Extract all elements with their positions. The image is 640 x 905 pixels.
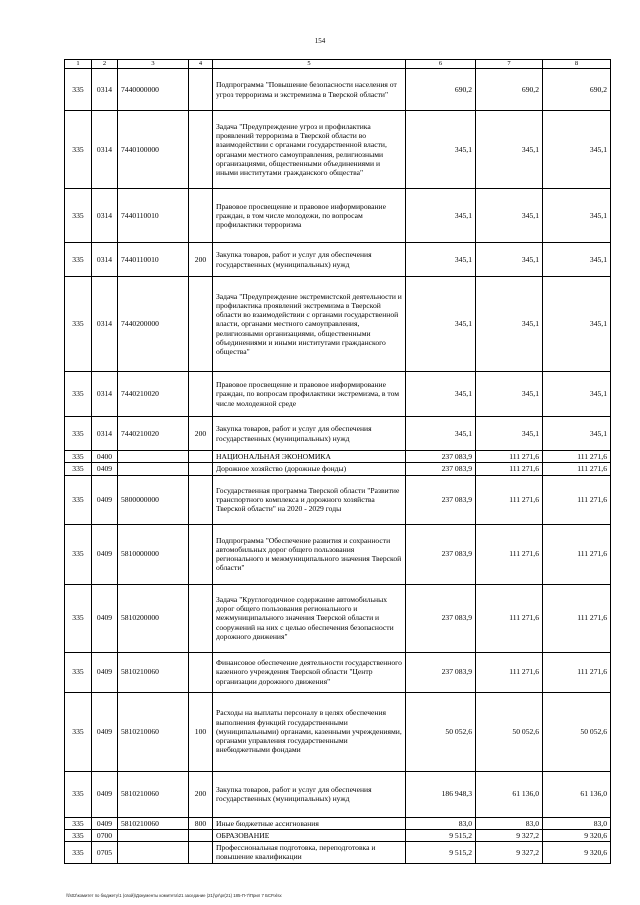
amount-col8-cell: 111 271,6 — [543, 652, 611, 692]
amount-col7-cell: 111 271,6 — [476, 451, 543, 463]
amount-col6-cell: 345,1 — [406, 243, 476, 277]
amount-col7-cell: 83,0 — [476, 817, 543, 829]
description-cell: Государственная программа Тверской области "Развитие транспортного комплекса и дорожного хозяйства Тверской области" на 2020 - 2029 годы — [213, 475, 406, 524]
target-article-cell: 5810210060 — [118, 817, 189, 829]
subsection-code-cell: 0314 — [92, 69, 118, 111]
amount-col7-cell: 111 271,6 — [476, 463, 543, 475]
table-row — [65, 463, 611, 475]
table-row — [65, 69, 611, 111]
expense-type-cell — [189, 524, 213, 584]
amount-col7-cell: 50 052,6 — [476, 692, 543, 771]
subsection-code-cell: 0314 — [92, 417, 118, 451]
amount-col6-cell: 237 083,9 — [406, 475, 476, 524]
description-cell: Задача "Предупреждение угроз и профилактика проявлений терроризма в Тверской области во взаимодействии с органами государственной власти, органами местного самоуправления, религиозными организациями, общественными объединениями и иными институтами гражданского общества" — [213, 111, 406, 189]
budget-table — [64, 59, 611, 864]
amount-col7-cell: 690,2 — [476, 69, 543, 111]
amount-col8-cell: 345,1 — [543, 111, 611, 189]
amount-col7-cell: 345,1 — [476, 111, 543, 189]
description-cell: ОБРАЗОВАНИЕ — [213, 829, 406, 841]
expense-type-cell — [189, 842, 213, 864]
subsection-code-cell: 0409 — [92, 463, 118, 475]
section-code-cell: 335 — [65, 842, 92, 864]
expense-type-cell — [189, 277, 213, 372]
amount-col8-cell: 111 271,6 — [543, 584, 611, 652]
amount-col7-cell: 111 271,6 — [476, 524, 543, 584]
expense-type-cell: 200 — [189, 243, 213, 277]
amount-col8-cell: 50 052,6 — [543, 692, 611, 771]
amount-col8-cell: 111 271,6 — [543, 524, 611, 584]
amount-col7-cell: 345,1 — [476, 372, 543, 417]
target-article-cell: 5810000000 — [118, 524, 189, 584]
header-cell: 1 — [65, 60, 92, 69]
amount-col7-cell: 9 327,2 — [476, 829, 543, 841]
expense-type-cell: 800 — [189, 817, 213, 829]
subsection-code-cell: 0314 — [92, 372, 118, 417]
description-cell: Расходы на выплаты персоналу в целях обеспечения выполнения функций государственными (муниципальными) органами, казенными учреждениями, органами управления государственными внебюджетными фондами — [213, 692, 406, 771]
section-code-cell: 335 — [65, 771, 92, 817]
expense-type-cell — [189, 372, 213, 417]
description-cell: НАЦИОНАЛЬНАЯ ЭКОНОМИКА — [213, 451, 406, 463]
description-cell: Подпрограмма "Обеспечение развития и сохранности автомобильных дорог общего пользования регионального и межмуниципального значения Тверской области" — [213, 524, 406, 584]
subsection-code-cell: 0314 — [92, 189, 118, 243]
section-code-cell: 335 — [65, 243, 92, 277]
target-article-cell: 7440110010 — [118, 189, 189, 243]
header-cell: 7 — [476, 60, 543, 69]
description-cell: Правовое просвещение и правовое информирование граждан, по вопросам профилактики экстремизма, в том числе молодежной среде — [213, 372, 406, 417]
amount-col6-cell: 237 083,9 — [406, 584, 476, 652]
amount-col7-cell: 345,1 — [476, 189, 543, 243]
expense-type-cell — [189, 475, 213, 524]
expense-type-cell — [189, 463, 213, 475]
header-cell: 4 — [189, 60, 213, 69]
section-code-cell: 335 — [65, 475, 92, 524]
amount-col8-cell: 690,2 — [543, 69, 611, 111]
section-code-cell: 335 — [65, 372, 92, 417]
expense-type-cell: 100 — [189, 692, 213, 771]
subsection-code-cell: 0400 — [92, 451, 118, 463]
amount-col6-cell: 345,1 — [406, 189, 476, 243]
table-row — [65, 524, 611, 584]
description-cell: Иные бюджетные ассигнования — [213, 817, 406, 829]
amount-col8-cell: 9 320,6 — [543, 842, 611, 864]
amount-col8-cell: 83,0 — [543, 817, 611, 829]
table-row — [65, 771, 611, 817]
amount-col8-cell: 345,1 — [543, 277, 611, 372]
section-code-cell: 335 — [65, 277, 92, 372]
subsection-code-cell: 0409 — [92, 817, 118, 829]
subsection-code-cell: 0409 — [92, 475, 118, 524]
target-article-cell — [118, 463, 189, 475]
amount-col8-cell: 111 271,6 — [543, 475, 611, 524]
description-cell: Закупка товаров, работ и услуг для обеспечения государственных (муниципальных) нужд — [213, 417, 406, 451]
section-code-cell: 335 — [65, 463, 92, 475]
header-cell: 6 — [406, 60, 476, 69]
amount-col8-cell: 345,1 — [543, 243, 611, 277]
table-row — [65, 692, 611, 771]
section-code-cell: 335 — [65, 189, 92, 243]
section-code-cell: 335 — [65, 817, 92, 829]
target-article-cell: 5810210060 — [118, 692, 189, 771]
description-cell: Профессиональная подготовка, переподготовка и повышение квалификации — [213, 842, 406, 864]
subsection-code-cell: 0314 — [92, 277, 118, 372]
target-article-cell: 5810210060 — [118, 652, 189, 692]
amount-col6-cell: 345,1 — [406, 372, 476, 417]
section-code-cell: 335 — [65, 111, 92, 189]
page-number: 154 — [314, 37, 326, 45]
amount-col7-cell: 345,1 — [476, 243, 543, 277]
header-cell: 3 — [118, 60, 189, 69]
amount-col6-cell: 237 083,9 — [406, 652, 476, 692]
file-path-footer: \\fs02\комитет по бюджету\1 (свой)\Документы комитета\21 заседание (21)\pr\pr(21) 185-П-7\Прил 7 БСР.xlsx — [66, 893, 282, 898]
amount-col6-cell: 9 515,2 — [406, 829, 476, 841]
section-code-cell: 335 — [65, 829, 92, 841]
expense-type-cell — [189, 111, 213, 189]
table-row — [65, 243, 611, 277]
amount-col6-cell: 237 083,9 — [406, 451, 476, 463]
section-code-cell: 335 — [65, 451, 92, 463]
target-article-cell: 7440100000 — [118, 111, 189, 189]
target-article-cell: 5810200000 — [118, 584, 189, 652]
amount-col8-cell: 345,1 — [543, 372, 611, 417]
section-code-cell: 335 — [65, 69, 92, 111]
subsection-code-cell: 0409 — [92, 524, 118, 584]
table-row — [65, 451, 611, 463]
amount-col8-cell: 61 136,0 — [543, 771, 611, 817]
amount-col8-cell: 111 271,6 — [543, 463, 611, 475]
table-row — [65, 417, 611, 451]
subsection-code-cell: 0409 — [92, 692, 118, 771]
table-row — [65, 817, 611, 829]
expense-type-cell: 200 — [189, 771, 213, 817]
amount-col6-cell: 83,0 — [406, 817, 476, 829]
expense-type-cell — [189, 69, 213, 111]
header-cell: 8 — [543, 60, 611, 69]
table-row — [65, 189, 611, 243]
target-article-cell: 5810210060 — [118, 771, 189, 817]
header-cell: 5 — [213, 60, 406, 69]
target-article-cell — [118, 451, 189, 463]
amount-col6-cell: 237 083,9 — [406, 524, 476, 584]
header-cell: 2 — [92, 60, 118, 69]
target-article-cell: 7440200000 — [118, 277, 189, 372]
amount-col7-cell: 111 271,6 — [476, 584, 543, 652]
table-row — [65, 372, 611, 417]
description-cell: Дорожное хозяйство (дорожные фонды) — [213, 463, 406, 475]
subsection-code-cell: 0409 — [92, 771, 118, 817]
amount-col8-cell: 345,1 — [543, 189, 611, 243]
description-cell: Задача "Круглогодичное содержание автомобильных дорог общего пользования регионального и межмуниципального значения Тверской области и сооружений на них с целью обеспечения безопасности дорожного движения" — [213, 584, 406, 652]
amount-col8-cell: 345,1 — [543, 417, 611, 451]
section-code-cell: 335 — [65, 692, 92, 771]
subsection-code-cell: 0314 — [92, 111, 118, 189]
description-cell: Задача "Предупреждение экстремистской деятельности и профилактика проявлений экстремизма в Тверской области во взаимодействии с органами государственной власти, органами местного самоуправления, религиозными организациями, общественными объединениями и иными институтами гражданского общества" — [213, 277, 406, 372]
amount-col8-cell: 111 271,6 — [543, 451, 611, 463]
amount-col6-cell: 345,1 — [406, 417, 476, 451]
amount-col7-cell: 345,1 — [476, 417, 543, 451]
table-row — [65, 584, 611, 652]
table-row — [65, 829, 611, 841]
expense-type-cell — [189, 829, 213, 841]
table-header-row — [65, 60, 611, 69]
subsection-code-cell: 0409 — [92, 584, 118, 652]
section-code-cell: 335 — [65, 652, 92, 692]
target-article-cell: 7440000000 — [118, 69, 189, 111]
table-row — [65, 475, 611, 524]
target-article-cell — [118, 842, 189, 864]
amount-col6-cell: 9 515,2 — [406, 842, 476, 864]
table-row — [65, 842, 611, 864]
description-cell: Закупка товаров, работ и услуг для обеспечения государственных (муниципальных) нужд — [213, 771, 406, 817]
section-code-cell: 335 — [65, 584, 92, 652]
subsection-code-cell: 0314 — [92, 243, 118, 277]
expense-type-cell — [189, 451, 213, 463]
description-cell: Закупка товаров, работ и услуг для обеспечения государственных (муниципальных) нужд — [213, 243, 406, 277]
expense-type-cell — [189, 584, 213, 652]
description-cell: Правовое просвещение и правовое информирование граждан, в том числе молодежи, по вопросам профилактики терроризма — [213, 189, 406, 243]
section-code-cell: 335 — [65, 524, 92, 584]
amount-col6-cell: 237 083,9 — [406, 463, 476, 475]
target-article-cell: 7440110010 — [118, 243, 189, 277]
amount-col6-cell: 186 948,3 — [406, 771, 476, 817]
expense-type-cell: 200 — [189, 417, 213, 451]
target-article-cell — [118, 829, 189, 841]
table-row — [65, 277, 611, 372]
table-row — [65, 652, 611, 692]
target-article-cell: 7440210020 — [118, 372, 189, 417]
amount-col7-cell: 111 271,6 — [476, 475, 543, 524]
description-cell: Финансовое обеспечение деятельности государственного казенного учреждения Тверской области "Центр организации дорожного движения" — [213, 652, 406, 692]
section-code-cell: 335 — [65, 417, 92, 451]
table-row — [65, 111, 611, 189]
subsection-code-cell: 0705 — [92, 842, 118, 864]
amount-col7-cell: 111 271,6 — [476, 652, 543, 692]
expense-type-cell — [189, 652, 213, 692]
amount-col6-cell: 345,1 — [406, 111, 476, 189]
target-article-cell: 7440210020 — [118, 417, 189, 451]
amount-col7-cell: 61 136,0 — [476, 771, 543, 817]
target-article-cell: 5800000000 — [118, 475, 189, 524]
amount-col7-cell: 345,1 — [476, 277, 543, 372]
amount-col7-cell: 9 327,2 — [476, 842, 543, 864]
amount-col6-cell: 345,1 — [406, 277, 476, 372]
amount-col6-cell: 690,2 — [406, 69, 476, 111]
subsection-code-cell: 0409 — [92, 652, 118, 692]
expense-type-cell — [189, 189, 213, 243]
amount-col6-cell: 50 052,6 — [406, 692, 476, 771]
amount-col8-cell: 9 320,6 — [543, 829, 611, 841]
description-cell: Подпрограмма "Повышение безопасности населения от угроз терроризма и экстремизма в Тверской области" — [213, 69, 406, 111]
subsection-code-cell: 0700 — [92, 829, 118, 841]
